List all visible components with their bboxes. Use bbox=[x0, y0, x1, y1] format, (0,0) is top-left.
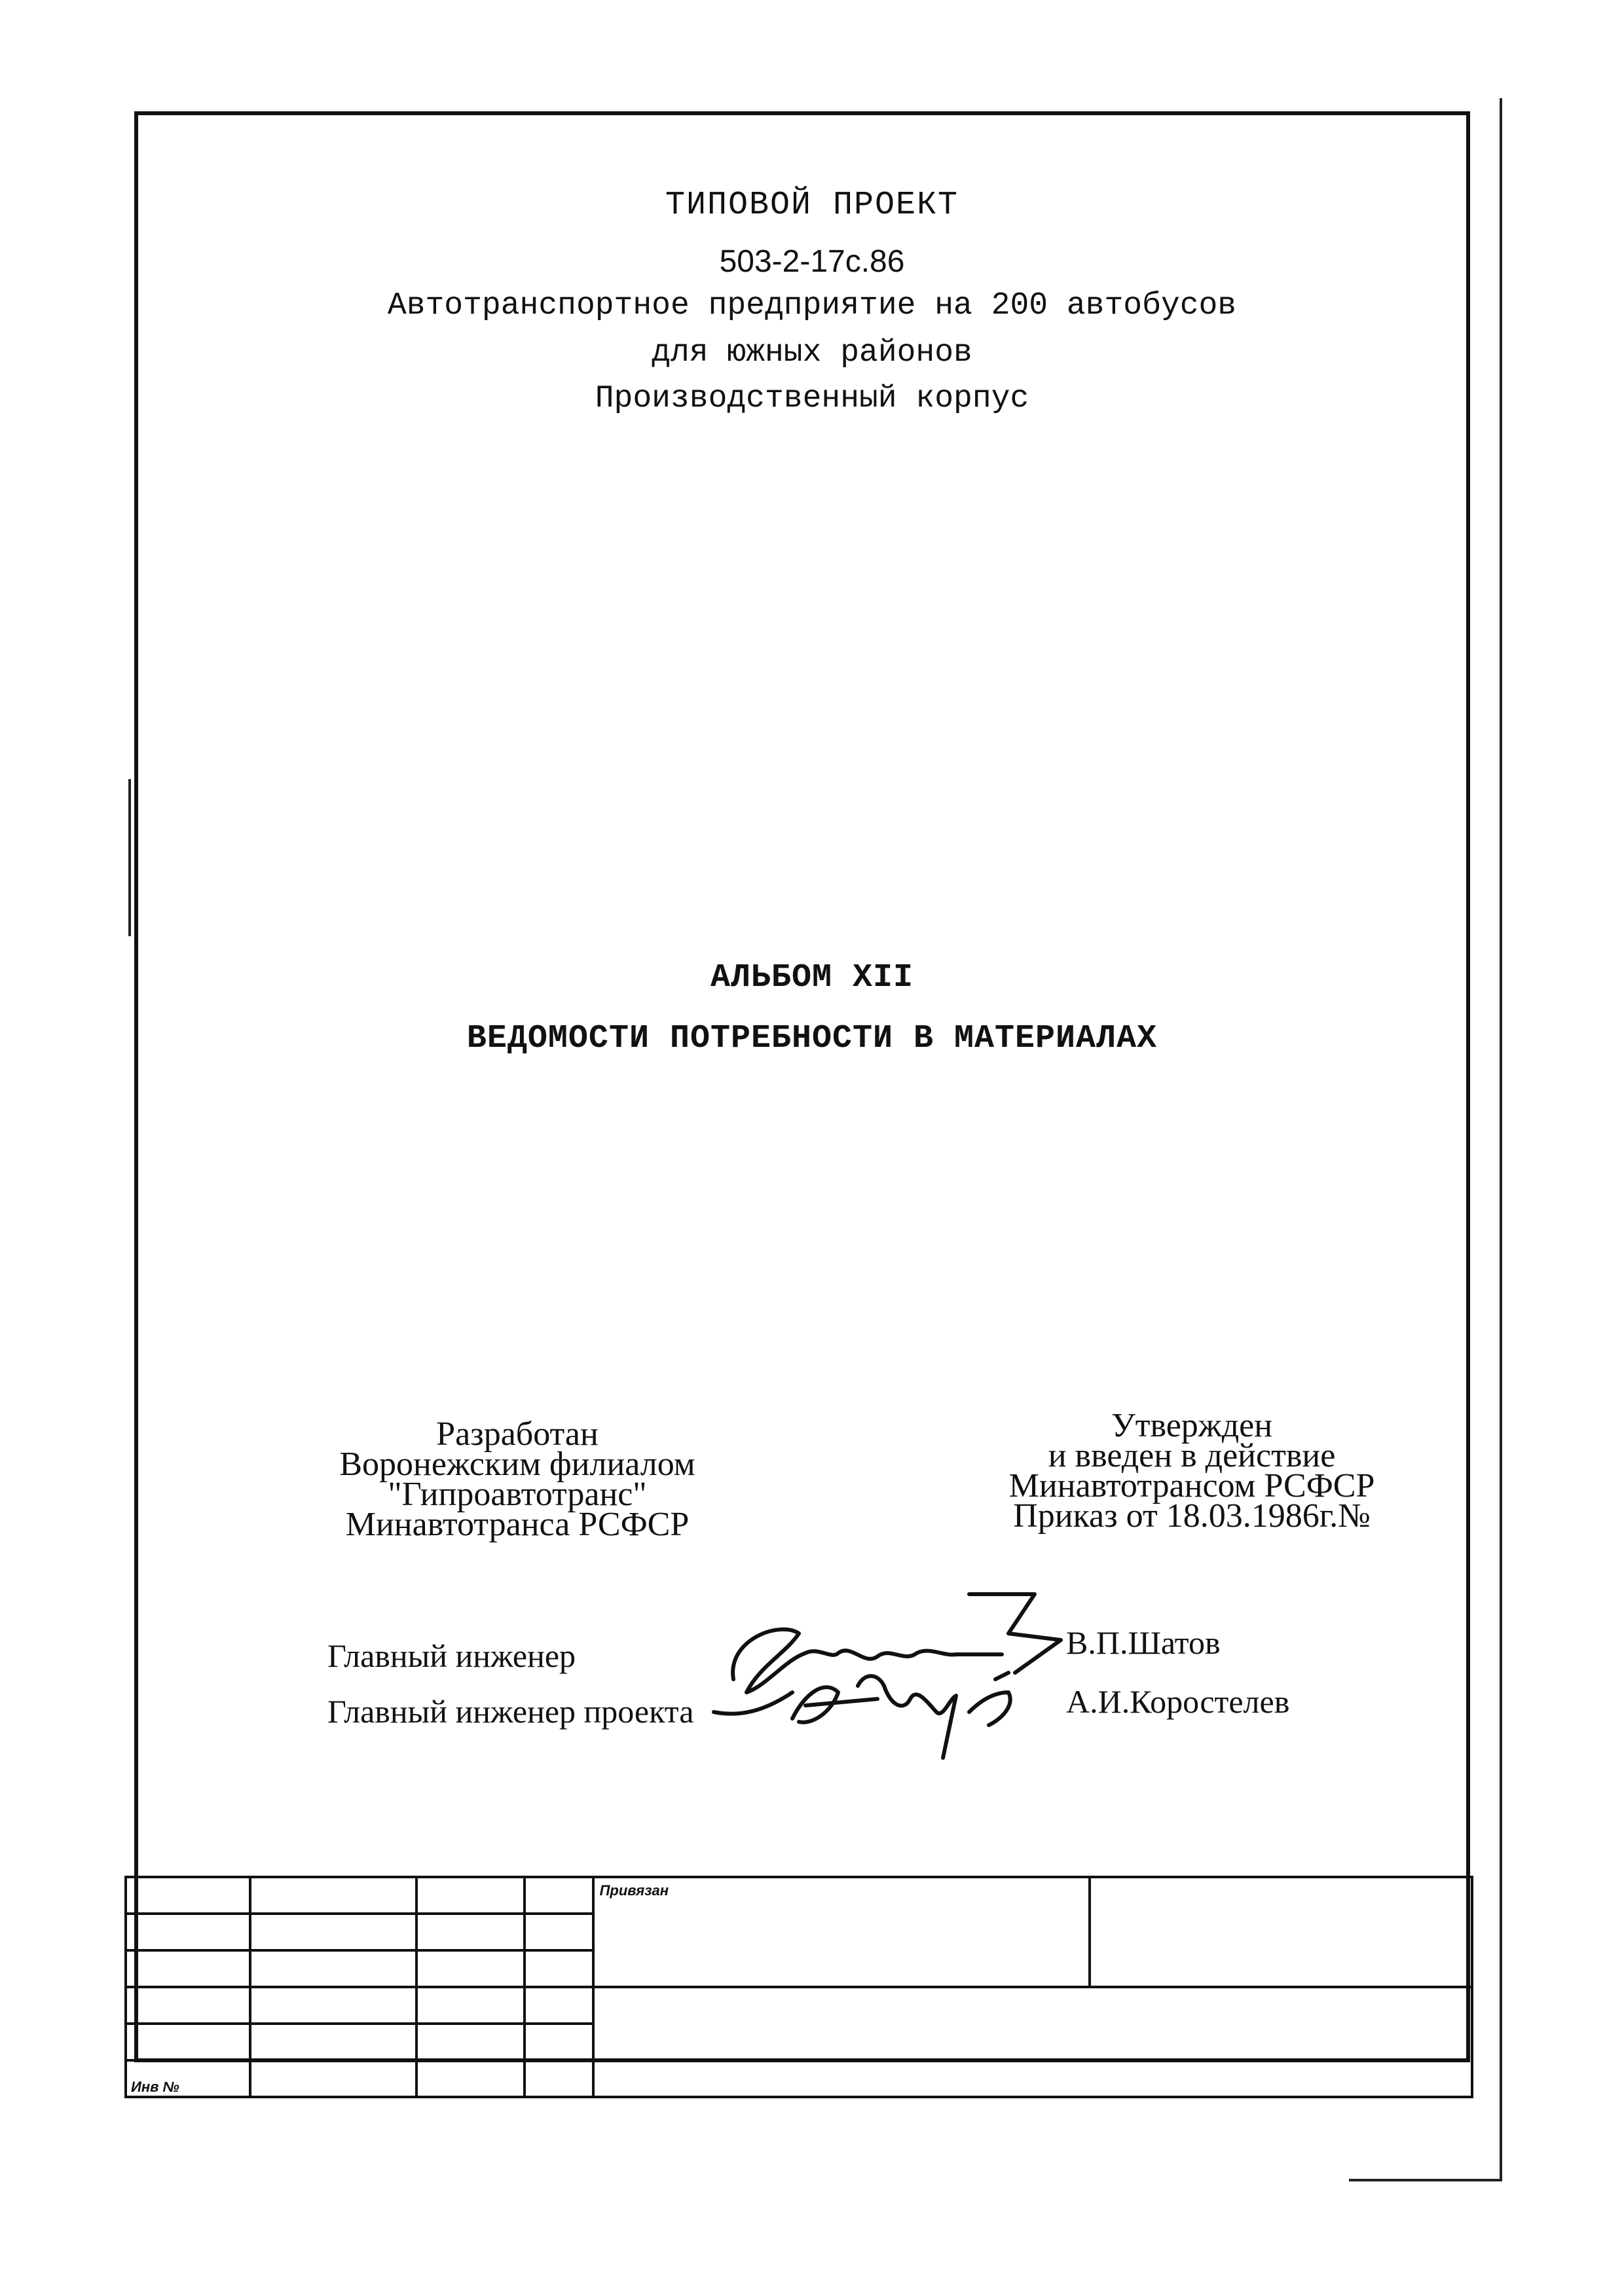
developed-line-4: Минавтотранса РСФСР bbox=[345, 1506, 690, 1543]
bound-cell bbox=[593, 1877, 1090, 1987]
chief-engineer-name: В.П.Шатов bbox=[1066, 1624, 1221, 1661]
bottom-edge-line bbox=[1349, 2179, 1502, 2181]
stamp-cell bbox=[250, 1914, 416, 1950]
stamp-cell bbox=[126, 2024, 250, 2060]
stamp-cell bbox=[250, 1950, 416, 1987]
approved-line-3: Минавтотрансом РСФСР bbox=[1008, 1467, 1375, 1504]
developed-line-2: Воронежским филиалом bbox=[339, 1446, 695, 1483]
project-code: 503-2-17с.86 bbox=[719, 244, 905, 279]
approved-line-1: Утвержден bbox=[1111, 1407, 1273, 1444]
stamp-cell bbox=[416, 1914, 525, 1950]
stamp-cell bbox=[525, 1950, 593, 1987]
stamp-cell bbox=[416, 2024, 525, 2060]
stamp-cell bbox=[1090, 1877, 1472, 1987]
stamp-cell bbox=[416, 1950, 525, 1987]
stamp-cell bbox=[250, 1987, 416, 2024]
developed-block bbox=[288, 1415, 747, 1543]
approved-block bbox=[943, 1407, 1441, 1535]
chief-engineer-label: Главный инженер bbox=[327, 1637, 576, 1674]
approved-line-4: Приказ от 18.03.1986г.№ bbox=[1013, 1497, 1371, 1535]
project-title: Автотранспортное предприятие на 200 автобусов bbox=[387, 288, 1237, 323]
stamp-cell bbox=[525, 2024, 593, 2060]
developed-line-1: Разработан bbox=[436, 1415, 599, 1453]
doc-type: ТИПОВОЙ ПРОЕКТ bbox=[665, 187, 959, 224]
album-subtitle: ВЕДОМОСТИ ПОТРЕБНОСТИ В МАТЕРИАЛАХ bbox=[466, 1020, 1158, 1057]
stamp-cell bbox=[416, 1987, 525, 2024]
stamp-cell bbox=[593, 1987, 1472, 2097]
left-edge-mark bbox=[128, 779, 131, 936]
stamp-cell bbox=[126, 1987, 250, 2024]
stamp-cell bbox=[416, 2060, 525, 2097]
handwritten-signature bbox=[707, 1581, 1074, 1764]
stamp-cell bbox=[525, 1877, 593, 1914]
stamp-cell bbox=[250, 2060, 416, 2097]
stamp-cell bbox=[525, 1914, 593, 1950]
approved-line-2: и введен в действие bbox=[1048, 1437, 1336, 1474]
project-engineer-name: А.И.Коростелев bbox=[1066, 1683, 1290, 1720]
inv-label: Инв № bbox=[131, 2079, 179, 2095]
stamp-cell bbox=[250, 2024, 416, 2060]
inv-cell bbox=[126, 2060, 250, 2097]
title-block bbox=[124, 1876, 1473, 2098]
project-engineer-label: Главный инженер проекта bbox=[327, 1693, 694, 1730]
project-building: Производственный корпус bbox=[595, 381, 1029, 416]
stamp-cell bbox=[126, 1950, 250, 1987]
stamp-cell bbox=[126, 1914, 250, 1950]
bound-label: Привязан bbox=[599, 1882, 669, 1899]
stamp-cell bbox=[525, 2060, 593, 2097]
developed-line-3: "Гипроавтотранс" bbox=[388, 1476, 647, 1513]
album-title: АЛЬБОМ XII bbox=[710, 959, 914, 996]
stamp-cell bbox=[126, 1877, 250, 1914]
project-region: для южных районов bbox=[652, 335, 972, 371]
stamp-cell bbox=[525, 1987, 593, 2024]
stamp-cell bbox=[416, 1877, 525, 1914]
stamp-cell bbox=[250, 1877, 416, 1914]
